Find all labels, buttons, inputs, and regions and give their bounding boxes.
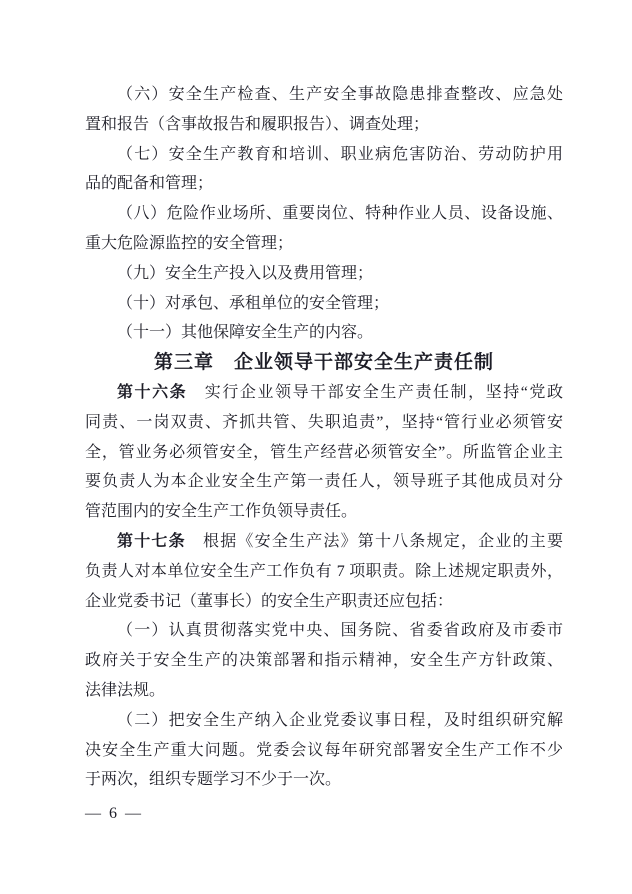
- line-text: （八）危险作业场所、重要岗位、特种作业人员、设备设施、: [117, 205, 563, 223]
- line-text: （九）安全生产投入以及费用管理；: [117, 264, 374, 282]
- line-text: 全，管业务必须管安全，管生产经营必须管安全”。所监管企业主: [85, 443, 563, 461]
- line-text: 实行企业领导干部安全生产责任制，坚持“党政: [187, 383, 563, 401]
- line-text: 重大危险源监控的安全管理；: [85, 234, 294, 252]
- line-text: 于两次，组织专题学习不少于一次。: [85, 771, 342, 789]
- page-number: — 6 —: [85, 805, 143, 822]
- text-line: [85, 289, 563, 319]
- text-line: [85, 229, 563, 259]
- line-text: 法律法规。: [85, 681, 166, 699]
- text-line: [85, 467, 563, 497]
- line-text: 管范围内的安全生产工作负领导责任。: [85, 503, 358, 521]
- line-text: （二）把安全生产纳入企业党委议事日程，及时组织研究解: [117, 711, 563, 729]
- text-line: [85, 378, 563, 408]
- line-text: （十一）其他保障安全生产的内容。: [117, 324, 374, 342]
- line-text: （六）安全生产检查、生产安全事故隐患排查整改、应急处: [117, 86, 563, 103]
- line-text: 同责、一岗双责、齐抓共管、失职追责”，坚持“管行业必须管安: [85, 413, 563, 431]
- line-text: （七）安全生产教育和培训、职业病危害防治、劳动防护用: [117, 145, 563, 163]
- text-line: [85, 497, 563, 527]
- line-text: 置和报告（含事故报告和履职报告）、调查处理；: [85, 115, 430, 133]
- line-text: 根据《安全生产法》第十八条规定，企业的主要: [185, 532, 563, 550]
- line-text: 品的配备和管理；: [85, 175, 214, 193]
- text-line: [85, 616, 563, 646]
- text-line: [85, 80, 563, 110]
- text-line: [85, 736, 563, 766]
- text-block: [85, 80, 563, 795]
- text-line: [85, 140, 563, 170]
- line-text: 第三章 企业领导干部安全生产责任制: [153, 352, 494, 374]
- text-line: [85, 587, 563, 617]
- text-line: [85, 169, 563, 199]
- text-line: [85, 408, 563, 438]
- text-line: [85, 318, 563, 348]
- chapter-heading: [85, 348, 563, 378]
- text-line: [85, 676, 563, 706]
- text-line: [85, 110, 563, 140]
- article-number: 第十六条: [117, 383, 188, 401]
- text-line: [85, 259, 563, 289]
- text-line: [85, 527, 563, 557]
- line-text: 要负责人为本企业安全生产第一责任人，领导班子其他成员对分: [85, 473, 563, 491]
- line-text: 负责人对本单位安全生产工作负有 7 项职责。除上述规定职责外，: [85, 562, 563, 580]
- article-number: 第十七条: [117, 532, 186, 550]
- line-text: 决安全生产重大问题。党委会议每年研究部署安全生产工作不少: [85, 741, 563, 759]
- text-line: [85, 765, 563, 795]
- line-text: 政府关于安全生产的决策部署和指示精神，安全生产方针政策、: [85, 652, 563, 670]
- line-text: （十）对承包、承租单位的安全管理；: [117, 294, 390, 312]
- line-text: 企业党委书记（董事长）的安全生产职责还应包括：: [85, 592, 454, 610]
- text-line: [85, 706, 563, 736]
- text-line: [85, 557, 563, 587]
- text-line: [85, 438, 563, 468]
- text-line: [85, 646, 563, 676]
- line-text: （一）认真贯彻落实党中央、国务院、省委省政府及市委市: [117, 622, 563, 640]
- text-line: [85, 199, 563, 229]
